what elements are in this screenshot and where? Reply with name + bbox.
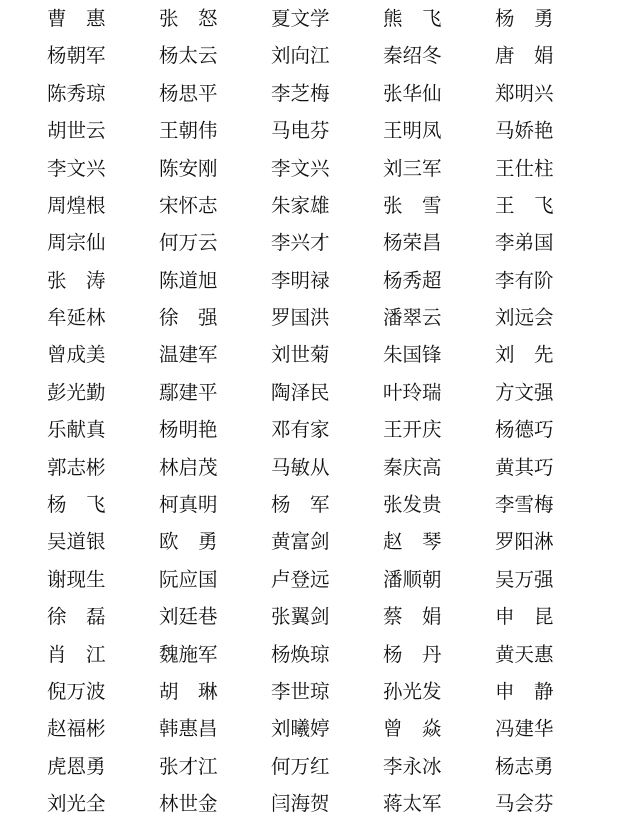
name-row <box>47 673 607 710</box>
name-cell: 蔡 娟 <box>383 605 442 629</box>
name-cell: 吴万强 <box>495 567 554 591</box>
name-row <box>47 523 607 560</box>
name-cell: 何万云 <box>159 231 218 255</box>
name-cell: 欧 勇 <box>159 530 218 554</box>
name-cell: 李明禄 <box>271 268 330 292</box>
name-cell: 杨荣昌 <box>383 231 442 255</box>
name-cell: 张华仙 <box>383 81 442 105</box>
name-row <box>47 785 607 822</box>
name-row <box>47 299 607 336</box>
name-cell: 郭志彬 <box>47 455 106 479</box>
name-row <box>47 112 607 149</box>
name-cell: 张 怒 <box>159 6 218 30</box>
name-cell: 刘世菊 <box>271 343 330 367</box>
name-cell: 阮应国 <box>159 567 218 591</box>
name-cell: 魏施军 <box>159 642 218 666</box>
name-cell: 刘 先 <box>495 343 554 367</box>
name-cell: 杨朝军 <box>47 44 106 68</box>
name-cell: 张 涛 <box>47 268 106 292</box>
name-cell: 郑明兴 <box>495 81 554 105</box>
name-cell: 夏文学 <box>271 6 330 30</box>
name-cell: 吴道银 <box>47 530 106 554</box>
name-cell: 潘翠云 <box>383 306 442 330</box>
name-cell: 肖 江 <box>47 642 106 666</box>
name-cell: 曹 惠 <box>47 6 106 30</box>
name-cell: 刘三军 <box>383 156 442 180</box>
name-cell: 杨 军 <box>271 493 330 517</box>
name-cell: 申 静 <box>495 679 554 703</box>
name-cell: 张发贵 <box>383 493 442 517</box>
name-cell: 秦绍冬 <box>383 44 442 68</box>
name-row <box>47 187 607 224</box>
name-cell: 何万红 <box>271 754 330 778</box>
name-cell: 赵 琴 <box>383 530 442 554</box>
name-cell: 申 昆 <box>495 605 554 629</box>
name-cell: 乐献真 <box>47 418 106 442</box>
name-cell: 杨秀超 <box>383 268 442 292</box>
name-cell: 杨德巧 <box>495 418 554 442</box>
name-cell: 杨焕琼 <box>271 642 330 666</box>
name-cell: 周宗仙 <box>47 231 106 255</box>
name-cell: 张翼剑 <box>271 605 330 629</box>
name-cell: 宋怀志 <box>159 193 218 217</box>
name-cell: 曾 焱 <box>383 717 442 741</box>
name-cell: 黄富剑 <box>271 530 330 554</box>
name-cell: 牟延林 <box>47 306 106 330</box>
name-cell: 刘曦婷 <box>271 717 330 741</box>
name-cell: 马会芬 <box>495 792 554 816</box>
name-cell: 李文兴 <box>271 156 330 180</box>
name-row <box>47 262 607 299</box>
name-row <box>47 37 607 74</box>
name-cell: 朱家雄 <box>271 193 330 217</box>
name-cell: 徐 磊 <box>47 605 106 629</box>
name-cell: 马电芬 <box>271 119 330 143</box>
name-cell: 林世金 <box>159 792 218 816</box>
name-cell: 王朝伟 <box>159 119 218 143</box>
name-cell: 张才江 <box>159 754 218 778</box>
name-cell: 刘远会 <box>495 306 554 330</box>
name-row <box>47 561 607 598</box>
name-row <box>47 0 607 37</box>
name-cell: 杨 飞 <box>47 493 106 517</box>
name-cell: 胡 琳 <box>159 679 218 703</box>
name-cell: 林启茂 <box>159 455 218 479</box>
name-cell: 刘廷巷 <box>159 605 218 629</box>
name-cell: 李兴才 <box>271 231 330 255</box>
name-row <box>47 411 607 448</box>
name-row <box>47 710 607 747</box>
name-cell: 杨志勇 <box>495 754 554 778</box>
name-cell: 杨太云 <box>159 44 218 68</box>
name-cell: 王明凤 <box>383 119 442 143</box>
name-cell: 刘向江 <box>271 44 330 68</box>
name-cell: 陈秀琼 <box>47 81 106 105</box>
name-cell: 杨思平 <box>159 81 218 105</box>
name-cell: 鄢建平 <box>159 380 218 404</box>
name-cell: 杨 勇 <box>495 6 554 30</box>
name-cell: 柯真明 <box>159 493 218 517</box>
name-cell: 唐 娟 <box>495 44 554 68</box>
name-cell: 邓有家 <box>271 418 330 442</box>
name-row <box>47 636 607 673</box>
name-cell: 马敏从 <box>271 455 330 479</box>
name-cell: 方文强 <box>495 380 554 404</box>
name-row <box>47 748 607 785</box>
name-cell: 虎恩勇 <box>47 754 106 778</box>
name-cell: 赵福彬 <box>47 717 106 741</box>
name-cell: 罗阳淋 <box>495 530 554 554</box>
name-cell: 陈道旭 <box>159 268 218 292</box>
name-cell: 李永冰 <box>383 754 442 778</box>
name-cell: 王开庆 <box>383 418 442 442</box>
name-cell: 陈安刚 <box>159 156 218 180</box>
name-row <box>47 486 607 523</box>
name-cell: 周煌根 <box>47 193 106 217</box>
name-cell: 王 飞 <box>495 193 554 217</box>
name-row <box>47 150 607 187</box>
name-cell: 胡世云 <box>47 119 106 143</box>
name-cell: 倪万波 <box>47 679 106 703</box>
name-row <box>47 374 607 411</box>
name-cell: 王仕柱 <box>495 156 554 180</box>
name-cell: 秦庆高 <box>383 455 442 479</box>
name-row <box>47 598 607 635</box>
name-cell: 曾成美 <box>47 343 106 367</box>
name-cell: 韩惠昌 <box>159 717 218 741</box>
name-cell: 徐 强 <box>159 306 218 330</box>
name-cell: 冯建华 <box>495 717 554 741</box>
name-cell: 李有阶 <box>495 268 554 292</box>
name-cell: 蒋太军 <box>383 792 442 816</box>
name-cell: 马娇艳 <box>495 119 554 143</box>
name-cell: 温建军 <box>159 343 218 367</box>
name-row <box>47 337 607 374</box>
name-cell: 朱国锋 <box>383 343 442 367</box>
name-cell: 黄其巧 <box>495 455 554 479</box>
name-cell: 罗国洪 <box>271 306 330 330</box>
name-cell: 叶玲瑞 <box>383 380 442 404</box>
name-cell: 闫海贺 <box>271 792 330 816</box>
name-cell: 孙光发 <box>383 679 442 703</box>
name-row <box>47 75 607 112</box>
name-row <box>47 449 607 486</box>
name-cell: 杨明艳 <box>159 418 218 442</box>
name-cell: 张 雪 <box>383 193 442 217</box>
name-cell: 熊 飞 <box>383 6 442 30</box>
name-cell: 黄天惠 <box>495 642 554 666</box>
name-cell: 潘顺朝 <box>383 567 442 591</box>
name-cell: 陶泽民 <box>271 380 330 404</box>
name-cell: 李弟国 <box>495 231 554 255</box>
name-cell: 卢登远 <box>271 567 330 591</box>
name-cell: 杨 丹 <box>383 642 442 666</box>
name-cell: 彭光勤 <box>47 380 106 404</box>
name-row <box>47 224 607 261</box>
name-list-grid <box>47 0 607 823</box>
name-cell: 李世琼 <box>271 679 330 703</box>
name-cell: 刘光全 <box>47 792 106 816</box>
name-cell: 谢现生 <box>47 567 106 591</box>
name-cell: 李文兴 <box>47 156 106 180</box>
name-cell: 李雪梅 <box>495 493 554 517</box>
name-cell: 李芝梅 <box>271 81 330 105</box>
